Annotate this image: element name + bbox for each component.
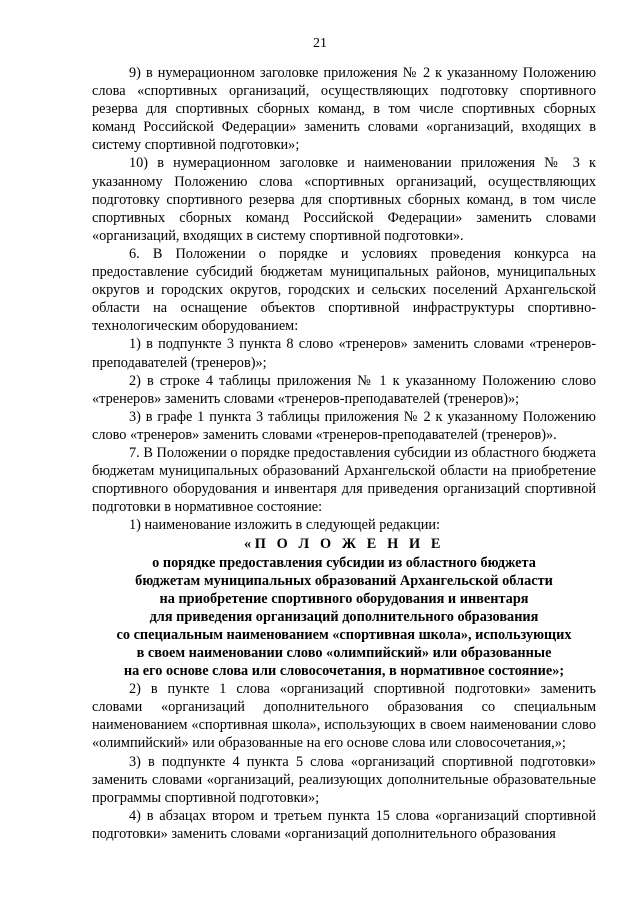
paragraph-section-7-item-2: 2) в пункте 1 слова «организаций спортивной подготовки» заменить словами «организаций дополнительного образования со специальным наименованием «спортивная школа», использующих в своем наименовании слово «олимпийский» или образованные на его основе слова или словосочетания,»;	[92, 681, 596, 752]
document-body	[92, 64, 596, 843]
regulation-heading-line: для приведения организаций дополнительного образования	[149, 608, 539, 625]
regulation-heading	[92, 535, 596, 680]
page-number: 21	[313, 36, 327, 51]
regulation-heading-line: в своем наименовании слово «олимпийский» или образованные	[136, 645, 552, 661]
regulation-heading-line: бюджетам муниципальных образований Архангельской области	[135, 572, 553, 589]
paragraph-section-6-item-1: 1) в подпункте 3 пункта 8 слово «тренеров» заменить словами «тренеров-преподавателей (тренеров)»;	[92, 336, 596, 371]
paragraph-item-9: 9) в нумерационном заголовке приложения № 2 к указанному Положению слова «спортивных организаций, осуществляющих подготовку спортивного резерва для спортивных сборных команд, в том числе спортивных сборных команд Российской Федерации» заменить словами «организаций, входящих в систему спортивной подготовки»;	[92, 65, 596, 154]
paragraph-section-7-item-1: 1) наименование изложить в следующей редакции:	[129, 517, 440, 534]
paragraph-section-7-item-4: 4) в абзацах втором и третьем пункта 15 слова «организаций спортивной подготовки» заменить словами «организаций дополнительного образования	[92, 807, 596, 842]
paragraph-section-6: 6. В Положении о порядке и условиях проведения конкурса на предоставление субсидий бюджетам муниципальных районов, муниципальных округов и городских округов, городских и сельских поселений Архангельской области на оснащение объектов спортивной инфраструктуры спортивно-технологическим оборудованием:	[92, 245, 596, 335]
regulation-heading-title: «П О Л О Ж Е Н И Е	[243, 536, 444, 553]
paragraph-item-10: 10) в нумерационном заголовке и наименовании приложения № 3 к указанному Положению слова «спортивных организаций, осуществляющих подготовку спортивного резерва для спортивных сборных команд, в том числе спортивных сборных команд Российской Федерации» заменить словами «организаций, входящих в систему спортивной подготовки».	[92, 155, 596, 244]
regulation-heading-line: о порядке предоставления субсидии из областного бюджета	[152, 554, 536, 571]
paragraph-section-6-item-3: 3) в графе 1 пункта 3 таблицы приложения № 2 к указанному Положению слово «тренеров» заменить словами «тренеров-преподавателей (тренеров)».	[92, 408, 596, 443]
paragraph-section-6-item-2: 2) в строке 4 таблицы приложения № 1 к указанному Положению слово «тренеров» заменить словами «тренеров-преподавателей (тренеров)»;	[92, 372, 596, 407]
paragraph-section-7: 7. В Положении о порядке предоставления субсидии из областного бюджета бюджетам муниципальных образований Архангельской области на приобретение спортивного оборудования и инвентаря для приведения организаций спортивной подготовки в нормативное состояние:	[92, 444, 596, 516]
regulation-heading-line: со специальным наименованием «спортивная школа», использующих	[116, 626, 572, 643]
regulation-heading-line: на приобретение спортивного оборудования и инвентаря	[159, 590, 529, 607]
regulation-heading-line: на его основе слова или словосочетания, в нормативное состояние»;	[123, 663, 565, 680]
paragraph-section-7-item-3: 3) в подпункте 4 пункта 5 слова «организаций спортивной подготовки» заменить словами «организаций, реализующих дополнительные образовательные программы спортивной подготовки»;	[92, 753, 596, 806]
